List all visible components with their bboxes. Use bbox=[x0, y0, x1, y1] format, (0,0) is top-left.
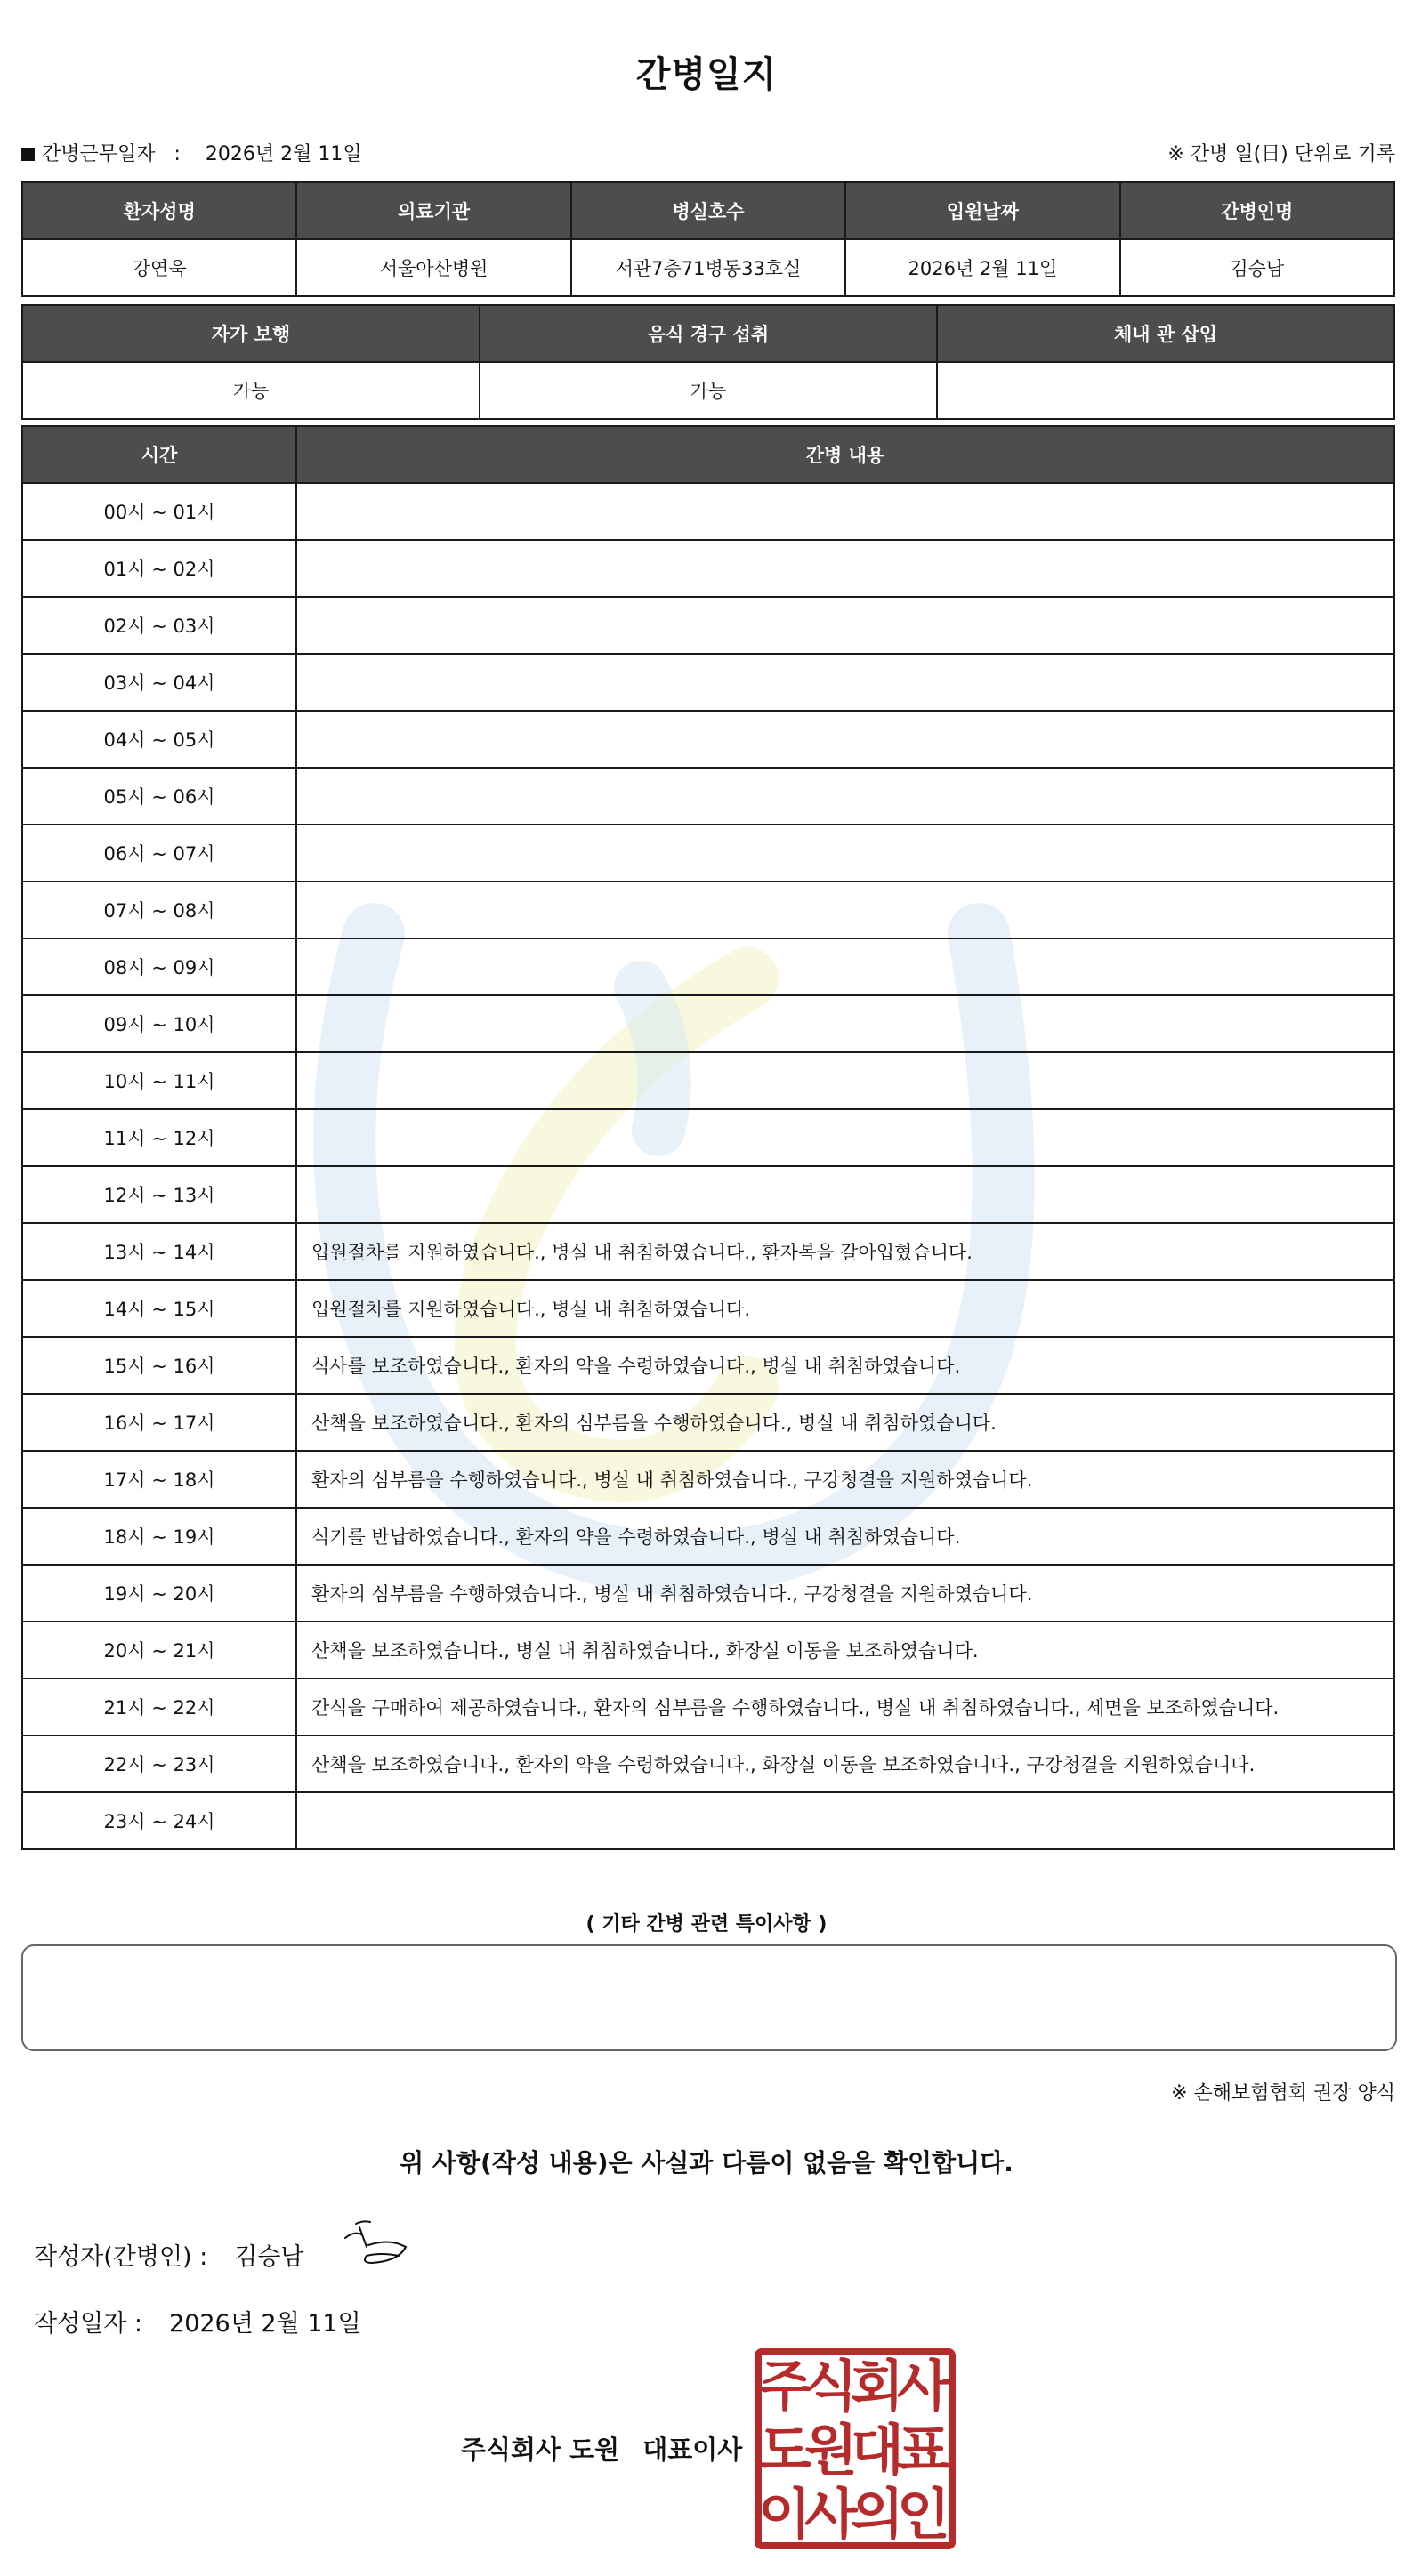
log-row bbox=[22, 1735, 1394, 1792]
document-title: 간병일지 bbox=[635, 54, 778, 95]
record-note: ※ 간병 일(日) 단위로 기록 bbox=[1167, 143, 1395, 165]
header-caregiver-name: 간병인명 bbox=[1120, 182, 1394, 239]
seal-character: 원 bbox=[804, 2418, 858, 2483]
company-seal-stamp bbox=[755, 2348, 956, 2549]
seal-character: 대 bbox=[851, 2418, 904, 2483]
log-row bbox=[22, 825, 1394, 881]
log-time-cell: 23시 ~ 24시 bbox=[22, 1792, 296, 1849]
log-row bbox=[22, 654, 1394, 711]
log-time-cell: 12시 ~ 13시 bbox=[22, 1166, 296, 1223]
log-time-cell: 17시 ~ 18시 bbox=[22, 1451, 296, 1508]
log-content-cell: 식사를 보조하였습니다., 환자의 약을 수령하였습니다., 병실 내 취침하였습니다. bbox=[296, 1337, 1394, 1394]
seal-character: 이 bbox=[758, 2482, 811, 2547]
work-date-value: 2026년 2월 11일 bbox=[205, 143, 362, 165]
tube-insertion-value bbox=[937, 362, 1394, 419]
special-notes-title: ( 기타 간병 관련 특이사항 ) bbox=[585, 1913, 828, 1936]
header-hospital: 의료기관 bbox=[296, 182, 570, 239]
header-oral-intake: 음식 경구 섭취 bbox=[480, 305, 937, 362]
seal-character: 의 bbox=[851, 2482, 904, 2547]
log-time-cell: 14시 ~ 15시 bbox=[22, 1280, 296, 1337]
log-time-cell: 00시 ~ 01시 bbox=[22, 483, 296, 540]
writer-label: 작성자(간병인) : bbox=[34, 2243, 208, 2271]
log-time-cell: 04시 ~ 05시 bbox=[22, 711, 296, 768]
log-row bbox=[22, 540, 1394, 597]
header-self-walking: 자가 보행 bbox=[22, 305, 480, 362]
log-time-cell: 09시 ~ 10시 bbox=[22, 995, 296, 1052]
seal-character: 주 bbox=[758, 2354, 811, 2419]
log-content-cell bbox=[296, 1166, 1394, 1223]
log-row bbox=[22, 1223, 1394, 1280]
log-content-cell: 식기를 반납하였습니다., 환자의 약을 수령하였습니다., 병실 내 취침하였습니다. bbox=[296, 1508, 1394, 1565]
log-content-cell bbox=[296, 995, 1394, 1052]
log-time-cell: 18시 ~ 19시 bbox=[22, 1508, 296, 1565]
log-content-cell bbox=[296, 768, 1394, 825]
header-room-number: 병실호수 bbox=[571, 182, 845, 239]
writer-line bbox=[34, 2237, 304, 2272]
log-time-cell: 19시 ~ 20시 bbox=[22, 1565, 296, 1622]
log-row bbox=[22, 1508, 1394, 1565]
log-row bbox=[22, 1792, 1394, 1849]
log-time-cell: 02시 ~ 03시 bbox=[22, 597, 296, 654]
log-content-cell: 간식을 구매하여 제공하였습니다., 환자의 심부름을 수행하였습니다., 병실 내 취침하였습니다., 세면을 보조하였습니다. bbox=[296, 1678, 1394, 1735]
log-content-cell bbox=[296, 597, 1394, 654]
log-row bbox=[22, 881, 1394, 938]
header-patient-name: 환자성명 bbox=[22, 182, 296, 239]
log-content-cell: 입원절차를 지원하였습니다., 병실 내 취침하였습니다. bbox=[296, 1280, 1394, 1337]
log-time-cell: 07시 ~ 08시 bbox=[22, 881, 296, 938]
oral-intake-value: 가능 bbox=[480, 362, 937, 419]
log-time-cell: 06시 ~ 07시 bbox=[22, 825, 296, 881]
seal-character: 식 bbox=[804, 2354, 858, 2419]
header-admission-date: 입원날짜 bbox=[845, 182, 1119, 239]
handwritten-signature bbox=[336, 2211, 416, 2274]
caregiver-name-value: 김승남 bbox=[1120, 239, 1394, 296]
log-content-cell bbox=[296, 483, 1394, 540]
company-line bbox=[461, 2430, 742, 2467]
written-date-line bbox=[34, 2304, 361, 2339]
log-content-cell: 환자의 심부름을 수행하였습니다., 병실 내 취침하였습니다., 구강청결을 지원하였습니다. bbox=[296, 1451, 1394, 1508]
log-content-cell bbox=[296, 1792, 1394, 1849]
patient-status-header-row bbox=[22, 305, 1394, 362]
log-time-cell: 16시 ~ 17시 bbox=[22, 1394, 296, 1451]
written-date-label: 작성일자 : bbox=[34, 2310, 143, 2338]
log-content-cell: 입원절차를 지원하였습니다., 병실 내 취침하였습니다., 환자복을 갈아입혔습니다. bbox=[296, 1223, 1394, 1280]
patient-info-value-row bbox=[22, 239, 1394, 296]
log-content-cell bbox=[296, 540, 1394, 597]
log-row bbox=[22, 1622, 1394, 1678]
log-row bbox=[22, 1565, 1394, 1622]
work-date-separator: : bbox=[174, 143, 181, 165]
log-row bbox=[22, 1678, 1394, 1735]
special-notes-box bbox=[21, 1944, 1397, 2051]
log-time-cell: 11시 ~ 12시 bbox=[22, 1109, 296, 1166]
log-header-row bbox=[22, 426, 1394, 483]
log-content-cell: 산책을 보조하였습니다., 병실 내 취침하였습니다., 화장실 이동을 보조하였습니다. bbox=[296, 1622, 1394, 1678]
log-time-cell: 22시 ~ 23시 bbox=[22, 1735, 296, 1792]
self-walking-value: 가능 bbox=[22, 362, 480, 419]
log-content-cell bbox=[296, 881, 1394, 938]
written-date-value: 2026년 2월 11일 bbox=[169, 2310, 361, 2338]
work-date-label: 간병근무일자 bbox=[42, 143, 156, 165]
patient-info-table bbox=[21, 181, 1395, 297]
log-content-cell: 산책을 보조하였습니다., 환자의 심부름을 수행하였습니다., 병실 내 취침하였습니다. bbox=[296, 1394, 1394, 1451]
work-date-line bbox=[21, 139, 362, 166]
log-row bbox=[22, 1166, 1394, 1223]
log-row bbox=[22, 711, 1394, 768]
seal-character: 인 bbox=[897, 2482, 950, 2547]
log-content-cell bbox=[296, 825, 1394, 881]
log-time-cell: 08시 ~ 09시 bbox=[22, 938, 296, 995]
admission-date-value: 2026년 2월 11일 bbox=[845, 239, 1119, 296]
patient-status-table bbox=[21, 304, 1395, 420]
log-content-cell bbox=[296, 938, 1394, 995]
log-row bbox=[22, 995, 1394, 1052]
log-time-cell: 05시 ~ 06시 bbox=[22, 768, 296, 825]
log-row bbox=[22, 1280, 1394, 1337]
room-number-value: 서관7층71병동33호실 bbox=[571, 239, 845, 296]
seal-character: 도 bbox=[758, 2418, 811, 2483]
seal-character: 회 bbox=[851, 2354, 904, 2419]
hourly-care-log-table bbox=[21, 425, 1395, 1850]
log-time-cell: 20시 ~ 21시 bbox=[22, 1622, 296, 1678]
patient-status-value-row bbox=[22, 362, 1394, 419]
log-content-cell bbox=[296, 1109, 1394, 1166]
log-row bbox=[22, 483, 1394, 540]
patient-name-value: 강연욱 bbox=[22, 239, 296, 296]
header-tube-insertion: 체내 관 삽입 bbox=[937, 305, 1394, 362]
recommended-form-note: ※ 손해보험협회 권장 양식 bbox=[1171, 2082, 1395, 2105]
header-time: 시간 bbox=[22, 426, 296, 483]
log-time-cell: 10시 ~ 11시 bbox=[22, 1052, 296, 1109]
company-name: 주식회사 도원 bbox=[461, 2435, 620, 2465]
log-time-cell: 21시 ~ 22시 bbox=[22, 1678, 296, 1735]
log-row bbox=[22, 597, 1394, 654]
seal-character: 표 bbox=[897, 2418, 950, 2483]
log-row bbox=[22, 1109, 1394, 1166]
square-bullet-icon bbox=[21, 148, 35, 161]
log-time-cell: 13시 ~ 14시 bbox=[22, 1223, 296, 1280]
log-time-cell: 15시 ~ 16시 bbox=[22, 1337, 296, 1394]
log-content-cell: 환자의 심부름을 수행하였습니다., 병실 내 취침하였습니다., 구강청결을 지원하였습니다. bbox=[296, 1565, 1394, 1622]
writer-value: 김승남 bbox=[234, 2243, 304, 2271]
log-time-cell: 01시 ~ 02시 bbox=[22, 540, 296, 597]
header-care-content: 간병 내용 bbox=[296, 426, 1394, 483]
patient-info-header-row bbox=[22, 182, 1394, 239]
log-content-cell bbox=[296, 711, 1394, 768]
seal-character: 사 bbox=[804, 2482, 858, 2547]
log-content-cell: 산책을 보조하였습니다., 환자의 약을 수령하였습니다., 화장실 이동을 보조하였습니다., 구강청결을 지원하였습니다. bbox=[296, 1735, 1394, 1792]
seal-character: 사 bbox=[897, 2354, 950, 2419]
log-row bbox=[22, 1052, 1394, 1109]
log-time-cell: 03시 ~ 04시 bbox=[22, 654, 296, 711]
log-row bbox=[22, 768, 1394, 825]
log-row bbox=[22, 938, 1394, 995]
log-row bbox=[22, 1451, 1394, 1508]
hospital-value: 서울아산병원 bbox=[296, 239, 570, 296]
log-row bbox=[22, 1394, 1394, 1451]
confirmation-statement: 위 사항(작성 내용)은 사실과 다름이 없음을 확인합니다. bbox=[400, 2148, 1013, 2178]
log-content-cell bbox=[296, 1052, 1394, 1109]
log-content-cell bbox=[296, 654, 1394, 711]
company-title: 대표이사 bbox=[642, 2435, 743, 2465]
log-row bbox=[22, 1337, 1394, 1394]
